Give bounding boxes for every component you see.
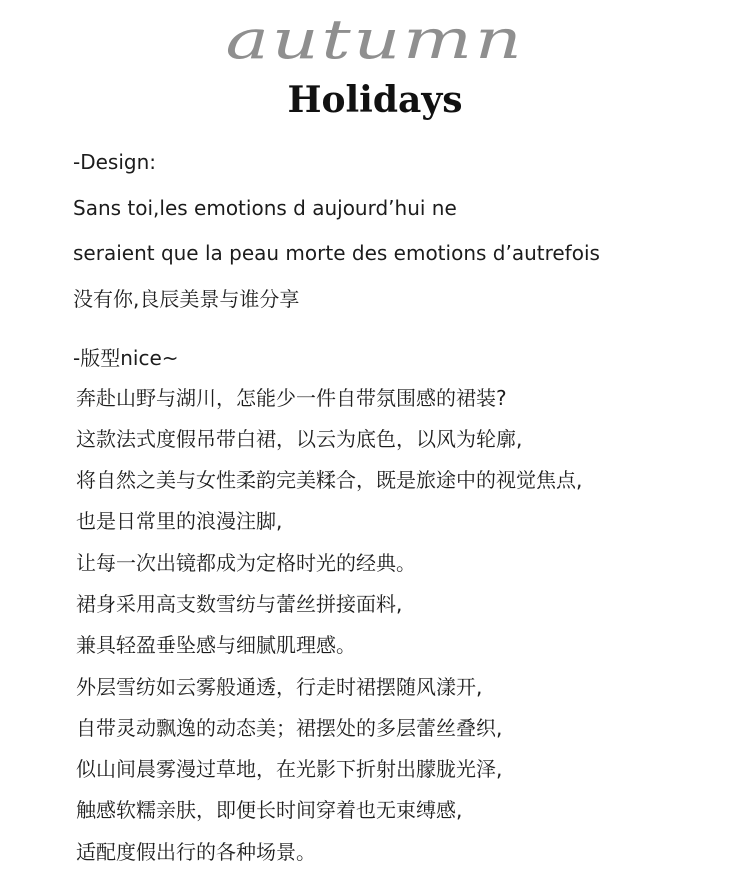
fit-line-2: 这款法式度假吊带白裙，以云为底色，以风为轮廓,	[76, 427, 523, 451]
fit-line-4: 也是日常里的浪漫注脚,	[76, 509, 283, 533]
design-heading: -Design:	[73, 150, 157, 174]
script-word-autumn: autumn	[225, 8, 525, 71]
fit-line-5: 让每一次出镜都成为定格时光的经典。	[76, 551, 416, 575]
fit-line-8: 外层雪纺如云雾般通透，行走时裙摆随风漾开,	[76, 675, 483, 699]
page-title: Holidays	[287, 79, 463, 121]
fit-line-10: 似山间晨雾漫过草地，在光影下折射出朦胧光泽,	[76, 757, 503, 781]
design-line-3: 没有你,良辰美景与谁分享	[73, 287, 300, 311]
fit-line-7: 兼具轻盈垂坠感与细腻肌理感。	[76, 633, 356, 657]
design-line-1: Sans toi,les emotions d aujourd’hui ne	[73, 196, 457, 220]
design-line-2: seraient que la peau morte des emotions d’autrefois	[73, 241, 600, 265]
fit-line-6: 裙身采用高支数雪纺与蕾丝拼接面料,	[76, 592, 403, 616]
fit-line-12: 适配度假出行的各种场景。	[76, 840, 316, 864]
fit-line-1: 奔赴山野与湖川，怎能少一件自带氛围感的裙装?	[76, 386, 507, 410]
fit-line-3: 将自然之美与女性柔韵完美糅合，既是旅途中的视觉焦点,	[76, 468, 583, 492]
fit-line-11: 触感软糯亲肤，即便长时间穿着也无束缚感,	[76, 798, 463, 822]
fit-heading: -版型nice~	[73, 346, 179, 370]
fit-line-9: 自带灵动飘逸的动态美；裙摆处的多层蕾丝叠织,	[76, 716, 503, 740]
